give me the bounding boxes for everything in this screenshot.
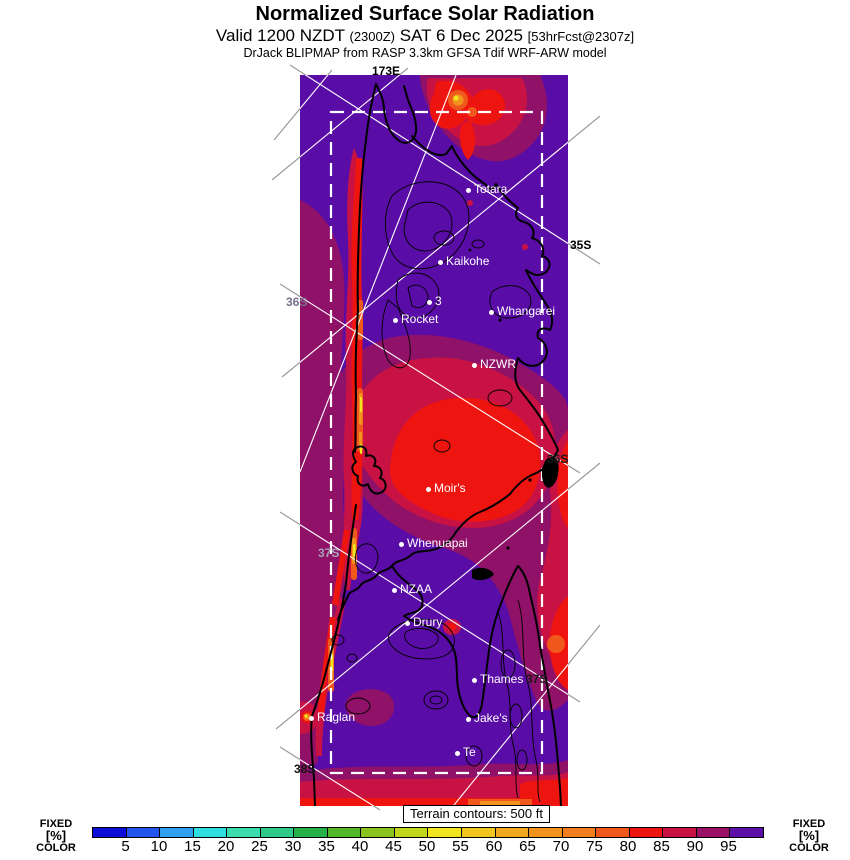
colorbar-tick-label: 20 [217,838,235,855]
site-label: NZWR [480,357,516,371]
site-label: Whangarei [497,304,556,318]
site-label: Jake's [474,711,508,725]
valid-zulu: (2300Z) [349,29,396,44]
colorbar-segment [93,828,127,837]
colorbar-segment [395,828,429,837]
colorbar-tick-label: 45 [385,838,402,855]
colorbar-tick-label: 15 [184,838,201,855]
graticule-label: 36S [286,295,308,309]
site-label: 3 [435,294,442,308]
colorbar-segment [261,828,295,837]
site-label: Whenuapai [407,536,468,550]
colorbar-segment [361,828,395,837]
valid-forecast: [53hrFcst@2307z] [527,29,635,44]
graticule-label: 35S [570,238,592,252]
fixed-label-line: [%] [798,828,820,843]
colorbar-tick-label: 75 [586,838,603,855]
colorbar-tick-label: 65 [519,838,536,855]
site-label: Moir's [434,481,466,495]
fixed-color-label-right [779,818,839,854]
colorbar-tick-label: 55 [452,838,469,855]
graticule-label: 37S [526,672,548,686]
site-label: NZAA [400,582,433,596]
colorbar-segment [294,828,328,837]
graticule-label: 38S [294,762,316,776]
valid-time-line [0,26,850,46]
colorbar-segment [428,828,462,837]
terrain-contours-note: Terrain contours: 500 ft [403,805,550,823]
fixed-label-line: COLOR [789,842,829,854]
colorbar-segment [127,828,161,837]
site-label: Drury [413,615,443,629]
colorbar-segment [496,828,530,837]
valid-prefix: Valid 1200 NZDT [215,26,345,45]
fixed-label-line: FIXED [39,818,73,830]
colorbar-tick-label: 25 [251,838,268,855]
colorbar-segment [563,828,597,837]
colorbar-segment [730,828,763,837]
colorbar-tick-label: 95 [720,838,737,855]
model-info-line: DrJack BLIPMAP from RASP 3.3km GFSA Tdif WRF-ARW model [243,46,607,60]
colorbar-tick-label: 90 [686,838,704,855]
colorbar-tick-label: 35 [318,838,335,855]
colorbar-tick-label: 30 [284,838,302,855]
site-label: Raglan [317,710,356,724]
colorbar-segment [328,828,362,837]
colorbar-segment [462,828,496,837]
fixed-label-line: COLOR [36,842,76,854]
graticule-label: 36S [547,452,569,466]
graticule-label: 173E [372,64,401,78]
site-label: Totara [474,182,508,196]
colorbar-segment [529,828,563,837]
site-label: Rocket [401,312,439,326]
colorbar-tick-label: 5 [121,838,130,855]
color-scale-bar [92,827,764,838]
site-label: Te [463,745,476,759]
colorbar-segment [227,828,261,837]
colorbar-segment [596,828,630,837]
colorbar-segment [663,828,697,837]
fixed-label-line: FIXED [792,818,826,830]
colorbar-tick-label: 10 [150,838,168,855]
colorbar-tick-label: 85 [653,838,670,855]
colorbar-segment [697,828,731,837]
colorbar-tick-label: 60 [485,838,503,855]
fixed-label-line: [%] [45,828,67,843]
page-title: Normalized Surface Solar Radiation [255,3,595,25]
graticule-label: 37S [318,546,340,560]
colorbar-tick-label: 80 [619,838,637,855]
site-label: Kaikohe [446,254,490,268]
site-label: Thames [480,672,524,686]
colorbar-tick-label: 40 [351,838,369,855]
color-scale-ticks [0,838,850,856]
colorbar-segment [194,828,228,837]
colorbar-segment [160,828,194,837]
colorbar-segment [630,828,664,837]
colorbar-tick-label: 70 [552,838,570,855]
colorbar-tick-label: 50 [418,838,436,855]
valid-date: SAT 6 Dec 2025 [399,26,523,45]
